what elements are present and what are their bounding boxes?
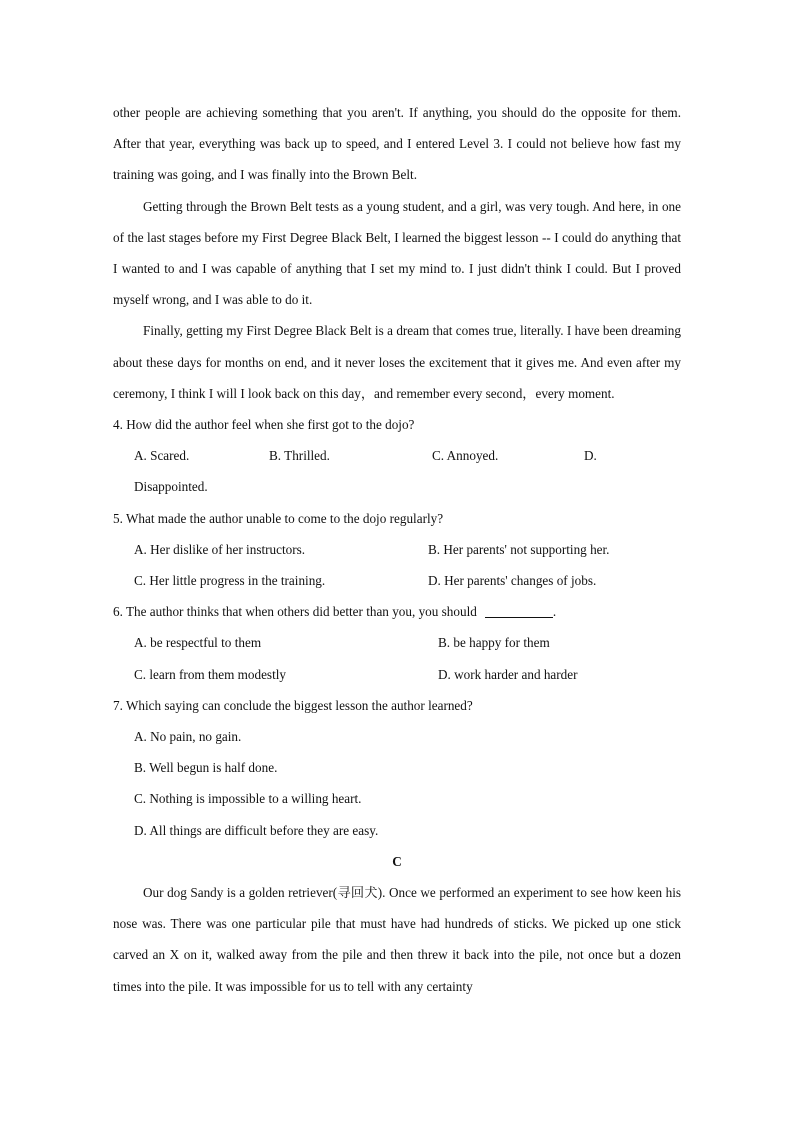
question-6-end: . [552,604,557,620]
question-7 [113,690,681,846]
question-6-option-b: B. be happy for them [438,635,550,651]
question-5-stem: 5. What made the author unable to come to the dojo regularly? [113,510,444,526]
question-4-option-a: A. Scared. [134,448,190,464]
question-6-option-d: D. work harder and harder [438,666,578,682]
answer-blank [485,603,553,618]
question-4-option-b: B. Thrilled. [269,448,330,464]
question-4-stem: 4. How did the author feel when she first got to the dojo? [113,417,415,433]
question-4-options [113,440,681,471]
question-4-option-d-letter: D. [584,448,597,464]
question-5-option-c: C. Her little progress in the training. [134,573,326,589]
question-4 [113,409,681,503]
question-6-option-c: C. learn from them modestly [134,666,286,682]
question-5-option-b: B. Her parents' not supporting her. [428,541,610,557]
section-c-paragraph-1: Our dog Sandy is a golden retriever(寻回犬). Once we performed an experiment to see how keen his nose was. There was one particular pile that must have had hundreds of sticks. We picked up one stick carved an X on it, walked away from the pile and then threw it back into the pile, not once but a dozen times into the pile. It was impossible for us to tell with any certainty [113,885,681,994]
question-6-option-a: A. be respectful to them [134,635,262,651]
question-7-option-a: A. No pain, no gain. [134,729,242,745]
question-4-option-c: C. Annoyed. [432,448,499,464]
question-4-option-d-text: Disappointed. [134,479,208,495]
question-7-option-b: B. Well begun is half done. [134,760,278,776]
question-6-options-row-2 [113,659,681,690]
question-6-line [113,596,681,627]
question-5-option-d: D. Her parents' changes of jobs. [428,573,597,589]
question-7-stem: 7. Which saying can conclude the biggest lesson the author learned? [113,697,473,713]
question-6-stem: 6. The author thinks that when others did better than you, you should [113,604,477,620]
question-7-option-c: C. Nothing is impossible to a willing heart. [134,791,362,807]
question-5-options-row-2 [113,565,681,596]
passage-b-paragraph-3: Finally, getting my First Degree Black Belt is a dream that comes true, literally. I have been dreaming about these days for months on end, and it never loses the excitement that it gives me. And even after my ceremony, I think I will I look back on this day，and remember every second，every moment. [113,323,681,401]
question-6-options-row-1 [113,627,681,658]
passage-b-paragraph-2: Getting through the Brown Belt tests as a young student, and a girl, was very tough. And here, in one of the last stages before my First Degree Black Belt, I learned the biggest lesson -- I could do anything that I wanted to and I was capable of anything that I set my mind to. I just didn't think I could. But I proved myself wrong, and I was able to do it. [113,198,681,308]
passage-b-paragraph-1: other people are achieving something that you aren't. If anything, you should do the opposite for them. After that year, everything was back up to speed, and I entered Level 3. I could not believe how fast my training was going, and I was finally into the Brown Belt. [113,105,681,183]
question-6 [113,596,681,690]
section-c-heading: C [392,853,402,869]
document-page [113,97,681,1002]
question-7-option-d: D. All things are difficult before they are easy. [134,822,379,838]
question-5-options-row-1 [113,534,681,565]
question-5 [113,503,681,597]
question-5-option-a: A. Her dislike of her instructors. [134,541,306,557]
